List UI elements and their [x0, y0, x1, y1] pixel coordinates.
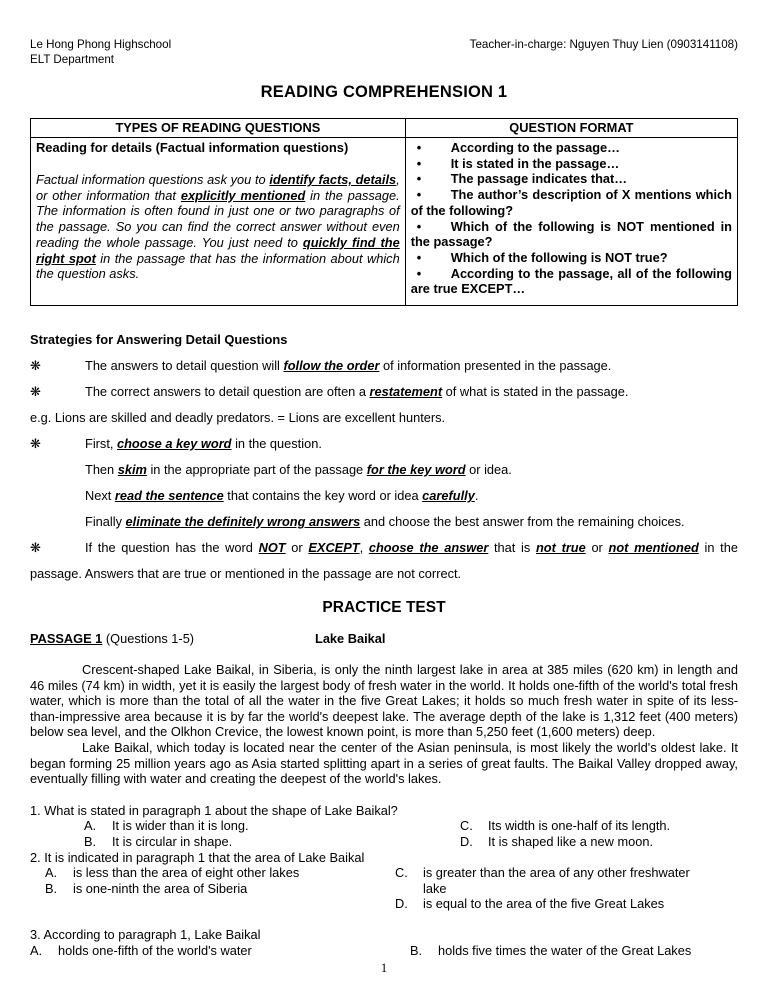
strategy-text: Then skim in the appropriate part of the passage for the key word or idea.	[85, 462, 512, 478]
option-a-label: A.	[84, 818, 97, 834]
option-c-text: Its width is one-half of its length.	[488, 818, 671, 834]
school-name: Le Hong Phong Highschool	[30, 38, 172, 51]
strategy-item	[30, 379, 738, 405]
option-d	[460, 834, 670, 850]
format-bullet	[411, 219, 732, 250]
strategy-text: If the question has the word NOT or EXCEPT, choose the answer that is not true or not mentioned in the passage. Answers that are true or mentioned in the passage are not correct.	[30, 540, 738, 582]
option-a-label: A.	[45, 865, 58, 881]
strategy-text: The correct answers to detail question are often a restatement of what is stated in the passage.	[85, 384, 629, 400]
strategy-item	[30, 457, 738, 483]
option-b-text: holds five times the water of the Great Lakes	[438, 942, 692, 958]
option-d-text: It is shaped like a new moon.	[488, 833, 654, 849]
question-2	[30, 850, 738, 912]
bullet-icon: •	[416, 187, 422, 203]
types-cell	[31, 138, 406, 306]
passage-paragraph-1: Crescent-shaped Lake Baikal, in Siberia, is only the ninth largest lake in area at 385 miles (620 km) in length and 46 miles (74 km) in width, yet it is easily the largest body of fresh water in the world. It holds one-fifth of the world's total fresh water, which is more than the total of all the water in the five Great Lakes; it holds so much fresh water in spite of its less-than-impressive area because it is by far the world's deepest lake. The average depth of the lake is 1,312 feet (400 meters) below sea level, and the Olkhon Crevice, the lowest known point, is more than 5,250 feet (1,600 meters) deep.	[30, 662, 738, 740]
question-3	[30, 927, 738, 958]
question-1-stem: 1. What is stated in paragraph 1 about the shape of Lake Baikal?	[30, 802, 398, 818]
strategy-text: Next read the sentence that contains the key word or idea carefully.	[85, 488, 479, 504]
option-d-label: D.	[460, 833, 473, 849]
format-bullet	[411, 266, 732, 297]
format-cell	[405, 138, 737, 306]
question-2-stem: 2. It is indicated in paragraph 1 that the area of Lake Baikal	[30, 849, 365, 865]
format-bullet	[411, 140, 732, 156]
asterisk-bullet-icon: ❋	[30, 384, 41, 400]
strategy-item	[30, 509, 738, 535]
bullet-icon: •	[416, 155, 422, 171]
options-left-column	[30, 943, 410, 959]
asterisk-bullet-icon: ❋	[30, 540, 41, 556]
option-d	[395, 896, 713, 912]
passage-title: Lake Baikal	[315, 631, 386, 647]
format-bullet	[411, 187, 732, 218]
options-right-column	[460, 818, 670, 849]
option-b	[45, 881, 395, 897]
bullet-icon: •	[416, 140, 422, 155]
option-a-text: holds one-fifth of the world's water	[58, 942, 252, 958]
option-b-label: B.	[410, 942, 423, 958]
options-left-column	[30, 818, 460, 849]
options-right-column	[410, 943, 691, 959]
passage-header	[30, 631, 738, 647]
format-bullet-text: Which of the following is NOT mentioned in the passage?	[410, 218, 732, 250]
strategies-list	[30, 353, 738, 587]
strategy-text: e.g. Lions are skilled and deadly predators. = Lions are excellent hunters.	[30, 410, 446, 426]
asterisk-bullet-icon: ❋	[30, 358, 41, 374]
strategy-item	[30, 483, 738, 509]
format-bullet-text: The passage indicates that…	[450, 171, 628, 187]
option-b-label: B.	[45, 880, 58, 896]
question-1-options	[30, 818, 738, 849]
strategy-text: Finally eliminate the definitely wrong answers and choose the best answer from the remaining choices.	[85, 514, 685, 530]
types-description: Factual information questions ask you to identify facts, details, or other information that explicitly mentioned in the passage. The information is often found in just one or two paragraphs of the passage. So you can find the correct answer without even reading the whole passage. You just need to quickly find the right spot in the passage that has the information about which the question asks.	[36, 172, 400, 282]
option-d-text: is equal to the area of the five Great Lakes	[423, 896, 665, 912]
document-header	[30, 38, 738, 67]
question-1	[30, 803, 738, 850]
option-b-text: It is circular in shape.	[112, 833, 233, 849]
option-a-label: A.	[30, 942, 43, 958]
page-title: READING COMPREHENSION 1	[260, 83, 508, 101]
passage-question-range: (Questions 1-5)	[105, 631, 195, 647]
header-left	[30, 38, 171, 67]
format-bullet-text: According to the passage, all of the following are true EXCEPT…	[410, 265, 732, 297]
option-c	[395, 865, 713, 896]
format-bullet	[411, 171, 732, 187]
option-c-text: is greater than the area of any other freshwater lake	[423, 865, 690, 896]
option-a-text: is less than the area of eight other lakes	[73, 865, 300, 881]
passage-label: PASSAGE 1	[30, 631, 103, 647]
format-bullet-text: The author’s description of X mentions which of the following?	[410, 187, 732, 218]
strategy-example	[30, 405, 738, 431]
format-bullet-text: According to the passage…	[450, 140, 620, 155]
strategy-item	[30, 353, 738, 379]
strategies-heading: Strategies for Answering Detail Questions	[30, 332, 288, 348]
asterisk-bullet-icon: ❋	[30, 436, 41, 452]
option-d-label: D.	[395, 896, 408, 912]
bullet-icon: •	[416, 171, 422, 187]
department-name: ELT Department	[30, 52, 114, 66]
types-subheading: Reading for details (Factual information questions)	[36, 140, 349, 155]
bullet-icon: •	[416, 265, 422, 281]
table-header-format: QUESTION FORMAT	[405, 119, 737, 138]
practice-test-heading: PRACTICE TEST	[322, 599, 446, 617]
question-3-options	[30, 943, 738, 959]
option-c-label: C.	[460, 818, 473, 834]
passage-paragraph-2: Lake Baikal, which today is located near the center of the Asian peninsula, is most likely the world's oldest lake. It began forming 25 million years ago as Asia started splitting apart in a series of great faults. The Baikal Valley dropped away, eventually filling with water and creating the deepest of the world's lakes.	[30, 740, 738, 787]
format-bullet-text: It is stated in the passage…	[450, 155, 620, 171]
question-2-options	[30, 865, 738, 912]
option-a	[84, 818, 460, 834]
format-bullet	[411, 250, 732, 266]
format-bullet	[411, 156, 732, 172]
bullet-icon: •	[416, 218, 422, 234]
option-c-label: C.	[395, 865, 408, 881]
option-b-label: B.	[84, 833, 97, 849]
strategy-item	[30, 431, 738, 457]
option-b-text: is one-ninth the area of Siberia	[73, 880, 248, 896]
options-right-column	[395, 865, 713, 912]
option-a	[30, 943, 410, 959]
question-3-stem: 3. According to paragraph 1, Lake Baikal	[30, 926, 261, 942]
bullet-icon: •	[416, 249, 422, 265]
strategy-text: First, choose a key word in the question.	[85, 436, 322, 452]
table-header-types: TYPES OF READING QUESTIONS	[31, 119, 406, 138]
options-left-column	[30, 865, 395, 912]
option-a	[45, 865, 395, 881]
option-a-text: It is wider than it is long.	[112, 818, 249, 834]
strategy-item	[30, 535, 738, 587]
format-bullet-text: Which of the following is NOT true?	[450, 249, 668, 265]
option-b	[84, 834, 460, 850]
strategy-text: The answers to detail question will follow the order of information presented in the passage.	[85, 358, 612, 374]
teacher-in-charge: Teacher-in-charge: Nguyen Thuy Lien (0903141108)	[469, 38, 738, 51]
option-c	[460, 818, 670, 834]
question-types-table	[30, 118, 738, 306]
page-number: 1	[380, 961, 388, 976]
option-b	[410, 943, 691, 959]
